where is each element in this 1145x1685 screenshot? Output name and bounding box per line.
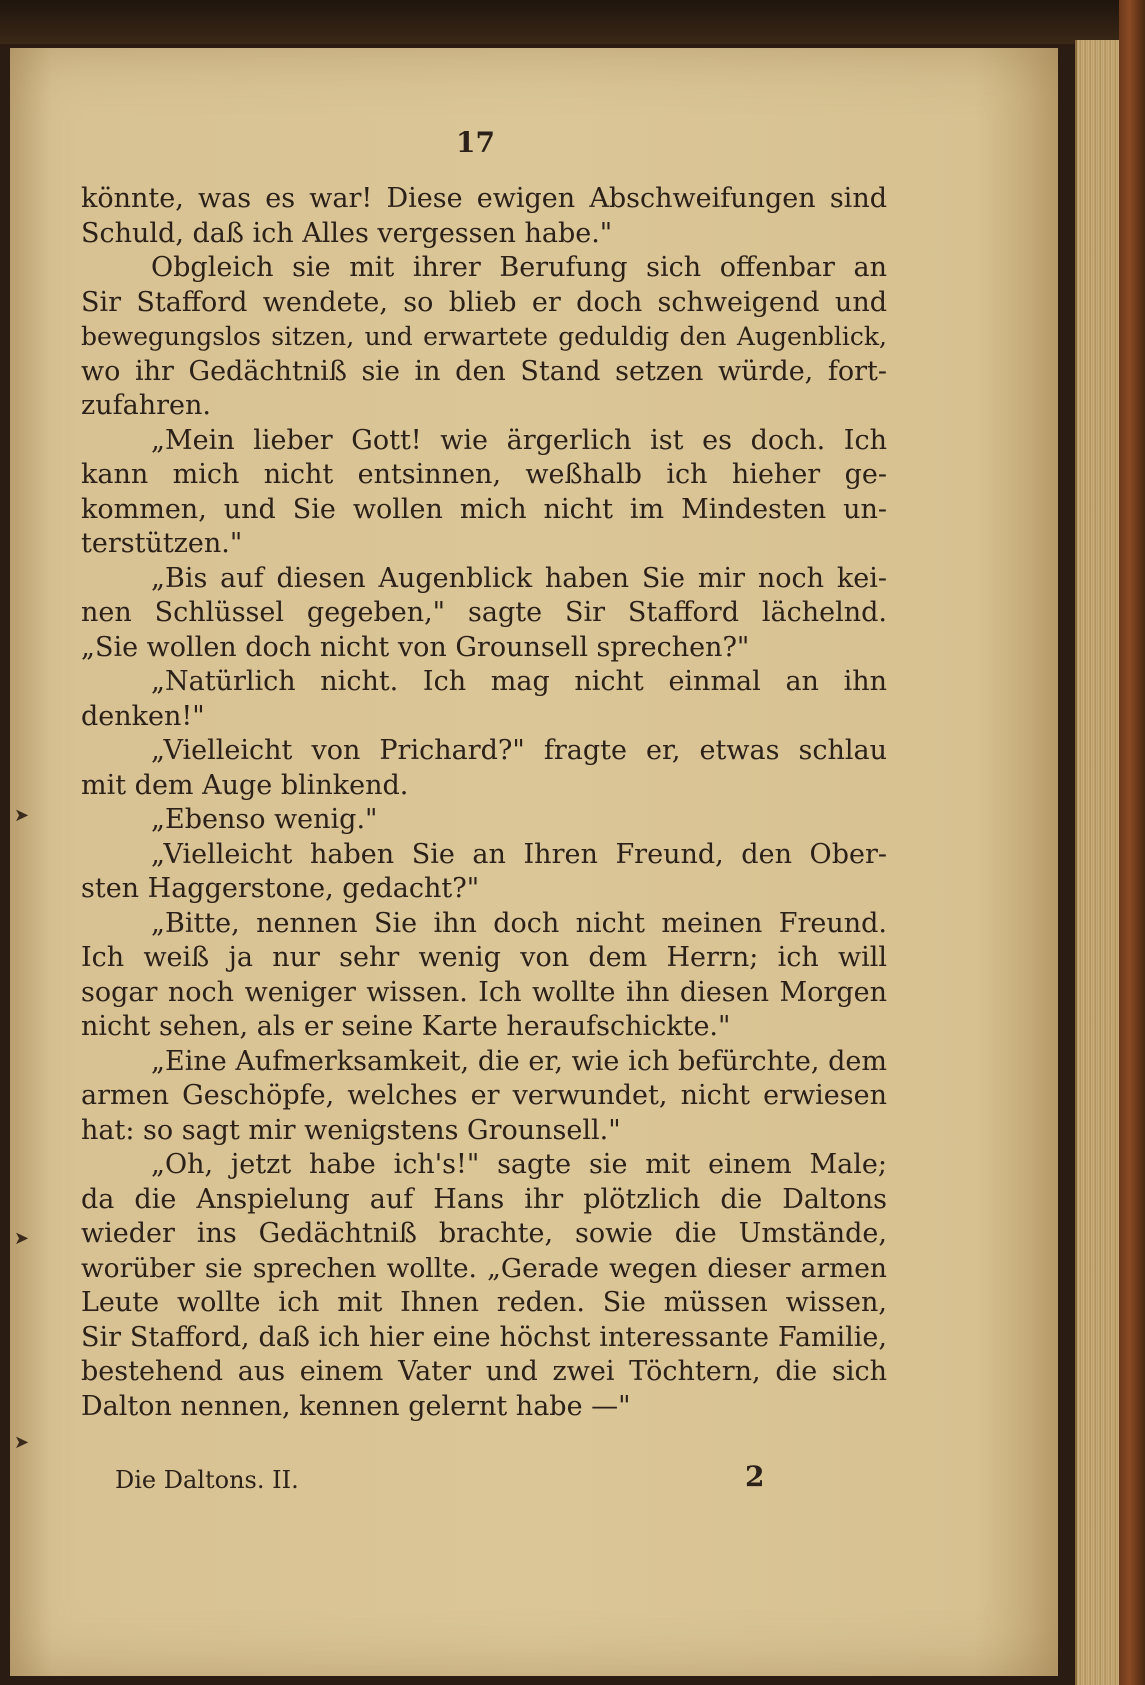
text-line: bewegungslos sitzen, und erwartete geduldig den Augenblick, [81, 322, 887, 351]
text-line: Ich weiß ja nur sehr wenig von dem Herrn; ich will [81, 942, 887, 973]
text-line: wieder ins Gedächtniß brachte, sowie die Umstände, [81, 1218, 887, 1249]
text-line: Sir Stafford, daß ich hier eine höchst interessante Familie, [81, 1321, 887, 1353]
text-line: „Bis auf diesen Augenblick haben Sie mir noch kei- [151, 562, 887, 594]
margin-arrow-mark: ➤ [14, 1432, 30, 1453]
book-cover-top [0, 0, 1145, 44]
text-line: „Sie wollen doch nicht von Grounsell sprechen?" [81, 631, 750, 663]
text-line: „Natürlich nicht. Ich mag nicht einmal an ihn [151, 666, 887, 697]
printer-signature: Die Daltons. II. [115, 1466, 299, 1494]
text-line: „Oh, jetzt habe ich's!" sagte sie mit einem Male; [151, 1149, 887, 1180]
book-cover-edge [1119, 0, 1145, 1685]
text-line: Schuld, daß ich Alles vergessen habe." [81, 217, 613, 249]
text-line: könnte, was es war! Diese ewigen Abschweifungen sind [81, 183, 887, 214]
page-edges [1075, 40, 1121, 1685]
text-line: sten Haggerstone, gedacht?" [81, 873, 480, 904]
text-line: kann mich nicht entsinnen, weßhalb ich hieher ge- [81, 459, 887, 490]
text-line: hat: so sagt mir wenigstens Grounsell." [81, 1114, 621, 1146]
text-line: „Eine Aufmerksamkeit, die er, wie ich befürchte, dem [151, 1045, 887, 1077]
text-line: Dalton nennen, kennen gelernt habe —" [81, 1390, 631, 1422]
text-line: „Vielleicht haben Sie an Ihren Freund, den Ober- [151, 838, 887, 870]
text-line: denken!" [81, 700, 205, 732]
margin-arrow-mark: ➤ [14, 805, 30, 826]
body-text [81, 182, 887, 1424]
text-line: Sir Stafford wendete, so blieb er doch schweigend und [81, 286, 887, 318]
text-line: Leute wollte ich mit Ihnen reden. Sie müssen wissen, [81, 1287, 887, 1318]
sheet-number: 2 [745, 1460, 765, 1493]
text-line: bestehend aus einem Vater und zwei Töchtern, die sich [81, 1356, 887, 1387]
text-line: „Vielleicht von Prichard?" fragte er, etwas schlau [151, 735, 887, 766]
text-line: armen Geschöpfe, welches er verwundet, nicht erwiesen [81, 1080, 887, 1111]
text-line: kommen, und Sie wollen mich nicht im Mindesten un- [81, 493, 887, 525]
text-line: Obgleich sie mit ihrer Berufung sich offenbar an [151, 252, 887, 283]
text-line: da die Anspielung auf Hans ihr plötzlich die Daltons [81, 1183, 887, 1215]
text-line: zufahren. [81, 390, 211, 421]
text-line: terstützen." [81, 528, 243, 559]
text-line: wo ihr Gedächtniß sie in den Stand setzen würde, fort- [81, 355, 887, 387]
page-number: 17 [456, 126, 495, 159]
text-line: nen Schlüssel gegeben," sagte Sir Stafford lächelnd. [81, 597, 887, 628]
text-line: mit dem Auge blinkend. [81, 769, 409, 801]
text-line: worüber sie sprechen wollte. „Gerade wegen dieser armen [81, 1252, 887, 1284]
text-line: nicht sehen, als er seine Karte heraufschickte." [81, 1011, 731, 1042]
text-line: „Bitte, nennen Sie ihn doch nicht meinen Freund. [151, 907, 887, 939]
text-line: „Ebenso wenig." [151, 804, 378, 835]
margin-arrow-mark: ➤ [14, 1228, 30, 1249]
text-line: „Mein lieber Gott! wie ärgerlich ist es doch. Ich [151, 424, 887, 456]
text-line: sogar noch weniger wissen. Ich wollte ihn diesen Morgen [81, 976, 887, 1008]
